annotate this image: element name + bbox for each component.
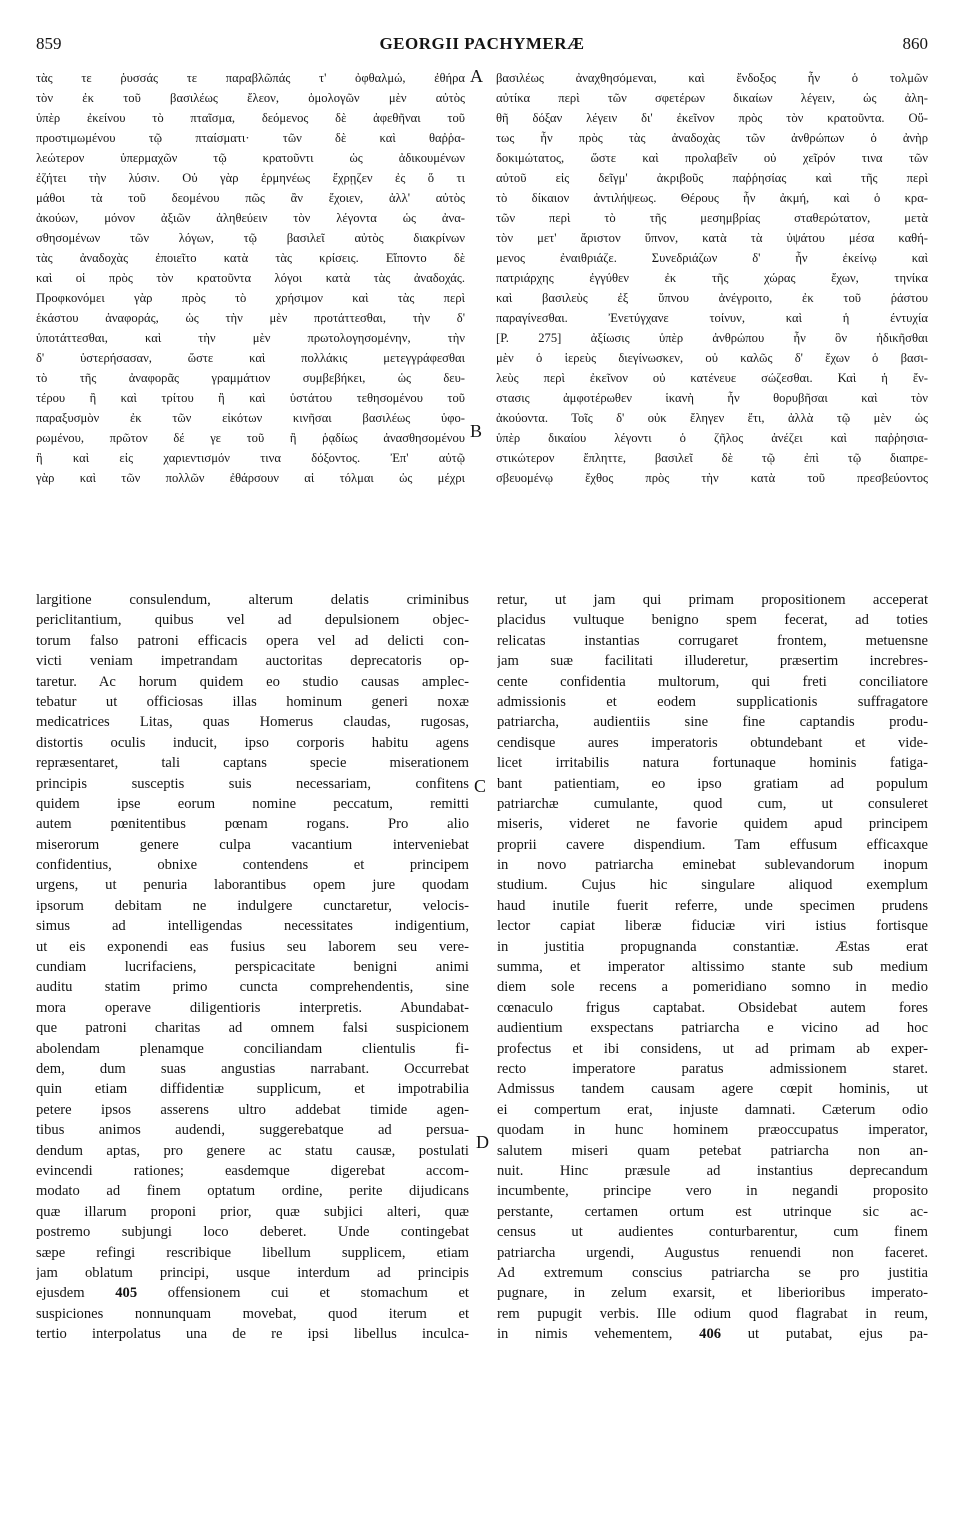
latin-text-line: patriarcha, audientiis sine fine captandis produ-	[497, 714, 928, 731]
latin-text-line: proprii cavere dispendium. Tam effusum efficaxque	[497, 836, 928, 853]
greek-column-left	[36, 68, 465, 488]
greek-text-line: σβευομένῳ ἔχθος πρὸς τὴν κατὰ τοῦ πρεσβεύοντος	[496, 471, 928, 485]
latin-column-right	[497, 590, 928, 1344]
line-text: in nimis vehementem,	[497, 1326, 700, 1343]
latin-text-line: jam suæ facilitati illuderetur, præsertim increbres-	[497, 653, 928, 670]
latin-text-line: periclitantium, quibus vel ad depulsionem objec-	[36, 612, 469, 629]
greek-text-line: μάθοι τὰ τοῦ δεομένου πῶς ἂν ἔχοιεν, ἀλλ' αὐτὸς	[36, 191, 465, 205]
latin-text-line: miserorum genere culpa vacantium interveniebat	[36, 836, 469, 853]
section-marker-c: C	[474, 776, 487, 796]
latin-text-line: profectus et ibi considens, ut ad primam ab exper-	[497, 1040, 928, 1057]
greek-text-line: αὐτίκα περὶ τῶν σφετέρων δικαίων λέγειν, ὡς ἀλη-	[496, 91, 928, 105]
page-number-right: 860	[902, 34, 928, 53]
greek-text-line: ἑκάστου ἀναφοράς, ὡς τὴν μὲν προτάττεσθαι, τὴν δ'	[36, 311, 465, 325]
latin-text-line: tibus animos audendi, suggerebatque ad persua-	[36, 1122, 469, 1139]
greek-text-line: τὸν μετ' ἄριστον ὕπνον, κατὰ τὰ ὑψάτου μέσα καθή-	[496, 231, 928, 245]
latin-text-line: patriarcha urgendi, Augustus renuendi non faceret.	[497, 1244, 928, 1261]
latin-text-line: mora operave diligentioris interpretis. Abundabat-	[36, 999, 469, 1016]
latin-text-line: miseris, videret ne favorie quidem apud principem	[497, 816, 928, 833]
latin-text-line: distortis oculis inducit, ipso corporis habitu agens	[36, 734, 469, 751]
latin-text-line: census ut audientes conturbarentur, cum finem	[497, 1224, 928, 1241]
latin-text-line: in justitia propugnanda constantiæ. Æstas erat	[497, 938, 928, 955]
marginal-page-number: 405	[115, 1285, 138, 1302]
latin-text-line: largitione consulendum, alterum delatis criminibus	[36, 592, 469, 608]
latin-text-line: ut eis exponendi eas fusius seu laborem seu vere-	[36, 938, 469, 955]
greek-text-line: στικώτερον ἔπληττε, βασιλεῖ δὲ τῷ ἐπὶ τῷ διαπρε-	[496, 451, 928, 465]
latin-text-line: cœnaculo frigus captabat. Obsidebat autem fores	[497, 999, 928, 1016]
latin-text-line: in novo patriarcha eminebat sublevandorum inopum	[497, 857, 928, 874]
latin-text-line: nuit. Hinc præsule ad instantius deprecandum	[497, 1162, 928, 1179]
line-text: ut putabat, ejus pa-	[747, 1326, 928, 1343]
latin-text-line: incumbente, principe vero in negandi proposito	[497, 1183, 928, 1200]
latin-column-left	[36, 590, 469, 1344]
latin-text-line: dendum aptas, pro genere ac statu causæ, postulati	[36, 1142, 469, 1159]
latin-text-line: recto imperatore paratus admissionem staret.	[497, 1060, 928, 1077]
latin-text-line: victi veniam impetrandam auctoritas deprecatoris op-	[36, 653, 469, 670]
latin-text-line: dem, dum suas angustias narrabant. Occurrebat	[36, 1060, 469, 1077]
latin-text-line: suspiciones nonnunquam movebat, quod iterum et	[36, 1305, 469, 1322]
latin-text-line: relicatas instantias corrugaret frontem, metuensne	[497, 632, 928, 649]
latin-text-line: rem pupugit verbis. Ille odium quod flagrabat in reum,	[497, 1305, 928, 1322]
latin-text-line: cundiam lucrifaciens, perspicacitate benigni animi	[36, 959, 469, 976]
greek-text-line: λεὺς περὶ ἐκεῖνον οὐ κατένευε σώζεσθαι. Καὶ ἡ ἔν-	[496, 371, 928, 385]
latin-text-line: patriarchæ cumulante, quod cum, ut consuleret	[497, 795, 928, 812]
page-number-left: 859	[36, 34, 62, 53]
latin-text-line: cendisque aures imperatoris obtundebant et vide-	[497, 734, 928, 751]
latin-text-line: pugnare, in zelum exarsit, et liberioribus imperato-	[497, 1285, 928, 1302]
latin-text-line: placidus vultuque benigno spem fecerat, ad toties	[497, 612, 928, 629]
greek-text-line: ἀκούων, μόνον ἀξιῶν ἀληθεύειν τὸν λέγοντα ὡς ἀνα-	[36, 211, 465, 225]
latin-text-line: bant patientiam, eo ipso gratiam ad populum	[497, 775, 928, 792]
latin-text-line: quin etiam diffidentiæ supplicum, et impotrabilia	[36, 1081, 469, 1098]
greek-text-line: καὶ οἱ πρὸς τὸν κρατοῦντα λόγοι κατὰ τὰς ἀναδοχάς.	[36, 271, 465, 285]
latin-text-line: admissionis et eodem supplicationis suffragatore	[497, 693, 928, 710]
latin-text-line: modato ad finem optatum ordine, perite dijudicans	[36, 1183, 469, 1200]
greek-text-line: τὸ τῆς ἀναφορᾶς γραμμάτιον συμβεβήκει, ὡς δευ-	[36, 371, 465, 385]
latin-text-line: salutem miseri quam petebat patriarcha non an-	[497, 1142, 928, 1159]
latin-text-line: quodam in hunc hominem præoccupatus imperator,	[497, 1122, 928, 1139]
latin-text-line: licet irritabilis natura fortunaque hominis fatiga-	[497, 755, 928, 772]
greek-column-right	[496, 68, 928, 488]
latin-text-line: retur, ut jam qui primam propositionem acceperat	[497, 592, 928, 608]
latin-text-line: lector capiat liberæ fiduciæ viri istius fortisque	[497, 918, 928, 935]
latin-text-line	[36, 1283, 469, 1303]
greek-text-line: γὰρ καὶ τῶν πολλῶν ἐθάρσουν αἱ τόλμαι ὡς μέχρι	[36, 471, 465, 485]
section-marker-a: A	[470, 66, 483, 86]
running-title: GEORGII PACHYMERÆ	[379, 34, 585, 53]
line-text: ejusdem	[36, 1285, 116, 1302]
section-marker-b: B	[470, 421, 483, 441]
greek-text-line: σθησομένων τῶν λόγων, τῷ βασιλεῖ αὐτὸς διακρίνων	[36, 231, 465, 245]
greek-text-line: στασις ἀμφοτέρωθεν ἱκανὴ ἦν θορυβῆσαι καὶ τὸν	[496, 391, 928, 405]
latin-text-line: studium. Cujus hic singulare aliquod exemplum	[497, 877, 928, 894]
latin-text-line: petere ipsos asserens ultro addebat timide agen-	[36, 1101, 469, 1118]
greek-text-line: δ' ὑστερήσασαν, ὥστε καὶ πολλάκις μετεγγράφεσθαι	[36, 351, 465, 365]
latin-text-line: auditu statim primo cuncta comprehendentis, sine	[36, 979, 469, 996]
greek-text-line: ἀκούοντα. Τοῖς δ' οὐκ ἔληγεν ἔτι, ἀλλὰ τῷ μὲν ὡς	[496, 411, 928, 425]
latin-text-line: repræsentaret, tali captans specie miserationem	[36, 755, 469, 772]
greek-text-line: αὐτοῦ εἰς δεῖγμ' ἀκριβοῦς παῤῥησίας καὶ τῆς περὶ	[496, 171, 928, 185]
line-text: offensionem cui et stomachum et	[167, 1285, 469, 1302]
greek-text-line: καὶ βασιλεὺς ἐξ ὕπνου ἀνέγροιτο, ἐκ τοῦ ῥάστου	[496, 291, 928, 305]
greek-text-line: παραξυσμὸν ἐκ τῶν εἰκότων κινῆσαι βασιλέως ὑφο-	[36, 411, 465, 425]
latin-text-line: diem sole recens a pomeridiano somno in medio	[497, 979, 928, 996]
greek-text-line: ρωμένου, πρῶτον δέ γε τοῦ ἢ ῥᾳδίως ἀνασθησομένου	[36, 431, 465, 445]
section-marker-d: D	[476, 1132, 489, 1152]
greek-text-line: ὑπὲρ ἐκείνου τὸ πταῖσμα, δεόμενος δὲ ἀφεθῆναι τοῦ	[36, 111, 465, 125]
latin-text-line: haud inutile fuerit referre, unde specimen prudens	[497, 897, 928, 914]
marginal-page-number: 406	[699, 1326, 722, 1343]
greek-text-line: τὸ δίκαιον ἀντιλήψεως. Θέρους ἦν ἀκμή, καὶ ὁ κρα-	[496, 191, 928, 205]
latin-text-line: taretur. Ac horum quidem eo studio causas amplec-	[36, 673, 469, 690]
latin-text-line: Ad extremum conscius patriarcha se pro justitia	[497, 1264, 928, 1281]
greek-text-line: τὸν ἐκ τοῦ βασιλέως ἔλεον, ὁμολογῶν μὲν αὐτὸς	[36, 91, 465, 105]
greek-text-line: ἐζήτει τὴν λύσιν. Οὐ γὰρ ἑρμηνέως ἔχρῃζεν ἐς ὅ τι	[36, 171, 465, 185]
latin-text-line: urgens, ut penuria laborantibus opem jure quodam	[36, 877, 469, 894]
latin-text-line: que patroni charitas ad omnem falsi suspicionem	[36, 1020, 469, 1037]
greek-text-line: Προφκονόμει γὰρ πρὸς τὸ χρήσιμον καὶ τὰς περὶ	[36, 291, 465, 305]
greek-text-line: πατριάρχης ἐγγύθεν ἐκ τῆς χώρας ἔχων, τηνίκα	[496, 271, 928, 285]
greek-text-line: τέρου ἢ καὶ τρίτου ἢ καὶ ὑστάτου τεθησομένου τοῦ	[36, 391, 465, 405]
latin-text-line: tebatur ut officiosas illas hominum generi noxæ	[36, 693, 469, 710]
greek-text-line: τὰς ἀναδοχὰς ἐποιεῖτο κατὰ τὰς κρίσεις. Εἵποντο δὲ	[36, 251, 465, 265]
greek-text-line: βασιλέως ἀναχθησόμεναι, καὶ ἔνδοξος ἦν ὁ τολμῶν	[496, 71, 928, 85]
latin-text-line: simus ad intelligendas necessitates indigentium,	[36, 918, 469, 935]
latin-text-line: sæpe refingi rescribique libellum supplicem, etiam	[36, 1244, 469, 1261]
latin-text-line: perstante, certamen ortum est utrinque sic ac-	[497, 1203, 928, 1220]
latin-text-line: autem pœnitentibus pœnam rogans. Pro alio	[36, 816, 469, 833]
greek-text-line: μενος ἐναιθριάζε. Συνεδριάζων δ' ἦν ἐκείνῳ καὶ	[496, 251, 928, 265]
greek-text-line: προστιμωμένου τῷ πταίσματι· τῶν δὲ καὶ θαῤῥα-	[36, 131, 465, 145]
latin-text-line: tertio interpolatus una de re ipsi libellus inculca-	[36, 1326, 469, 1343]
greek-text-line: μὲν ὁ ἱερεὺς διεγίνωσκεν, οὐ καλῶς δ' ἔχων ὁ βασι-	[496, 351, 928, 365]
latin-text-line: jam oblatum principi, usque interdum ad principis	[36, 1264, 469, 1281]
page-header	[36, 34, 928, 58]
latin-text-line: Admissus tandem causam agere cœpit hominis, ut	[497, 1081, 928, 1098]
latin-text-line: ipsorum debitam ne indulgere cunctaretur, velocis-	[36, 897, 469, 914]
latin-text-line: quæ illarum proponi prior, quæ subjici alteri, quæ	[36, 1203, 469, 1220]
latin-text-line: ei compertum erat, injuste damnati. Cæterum odio	[497, 1101, 928, 1118]
latin-text-line: summa, et imperator altissimo stante sub medium	[497, 959, 928, 976]
greek-text-line: παραγίνεσθαι. Ἐνετύγχανε τοίνυν, καὶ ἡ έντυχία	[496, 311, 928, 325]
latin-text-line: abolendam plenamque conciliandam clientulis fi-	[36, 1040, 469, 1057]
greek-text-line: λεώτερον ὑπερμαχῶν τῷ κρατοῦντι ὡς ἀδικουμένων	[36, 151, 465, 165]
latin-text-line: cente confidentia multorum, qui freti conciliatore	[497, 673, 928, 690]
greek-text-line: τὰς τε ῥυσσάς τε παραβλῶπάς τ' ὀφθαλμώ, ἐθήρα	[36, 71, 465, 85]
greek-text-line: ὑποτάττεσθαι, καὶ τὴν μὲν πρωτολογησομένην, τὴν	[36, 331, 465, 345]
greek-text-line: ὑπὲρ δικαίου λέγοντι ὁ ζῆλος ἀνέζει καὶ παῤῥησια-	[496, 431, 928, 445]
greek-text-line: θῆ δόξαν λέγειν δι' ἐκεῖνον πρὸς τὸν κρατοῦντα. Οὕ-	[496, 111, 928, 125]
greek-text-line: δοκιμώτατος, ὥστε καὶ προλαβεῖν οὐ χεῖρόν τινα τῶν	[496, 151, 928, 165]
latin-text-line: torum falso patroni efficacis opera vel ad delicti con-	[36, 632, 469, 649]
latin-text-line: evincendi rationes; easdemque digerebat accom-	[36, 1162, 469, 1179]
greek-text-line: [P. 275] ἀξίωσις ὑπὲρ ἀνθρώπου ἦν ὃν ἠδικῆσθαι	[496, 331, 928, 345]
latin-text-line: quidem ipse eorum nomine peccatum, remitti	[36, 795, 469, 812]
latin-text-line: principis susceptis suis necessariam, confitens	[36, 775, 469, 792]
greek-text-line: τῶν περὶ τὸ τῆς μεσημβρίας σταθερώτατον, μετὰ	[496, 211, 928, 225]
latin-text-line	[497, 1324, 928, 1344]
latin-text-line: postremo subjungi loco deberet. Unde contingebat	[36, 1224, 469, 1241]
greek-text-line: τως ἦν πρὸς τὰς ἀναδοχὰς τῶν ἀνθρώπων ὁ ἀνὴρ	[496, 131, 928, 145]
latin-text-line: confidentius, obnixe contendens et principem	[36, 857, 469, 874]
greek-text-line: ἢ καὶ εἰς χαριεντισμόν τινα δόξοντος. Ἐπ' αὐτῷ	[36, 451, 465, 465]
latin-text-line: medicatrices Litas, quas Homerus claudas, rugosas,	[36, 714, 469, 731]
latin-text-line: audientium exspectans patriarcha e vicino ad hoc	[497, 1020, 928, 1037]
